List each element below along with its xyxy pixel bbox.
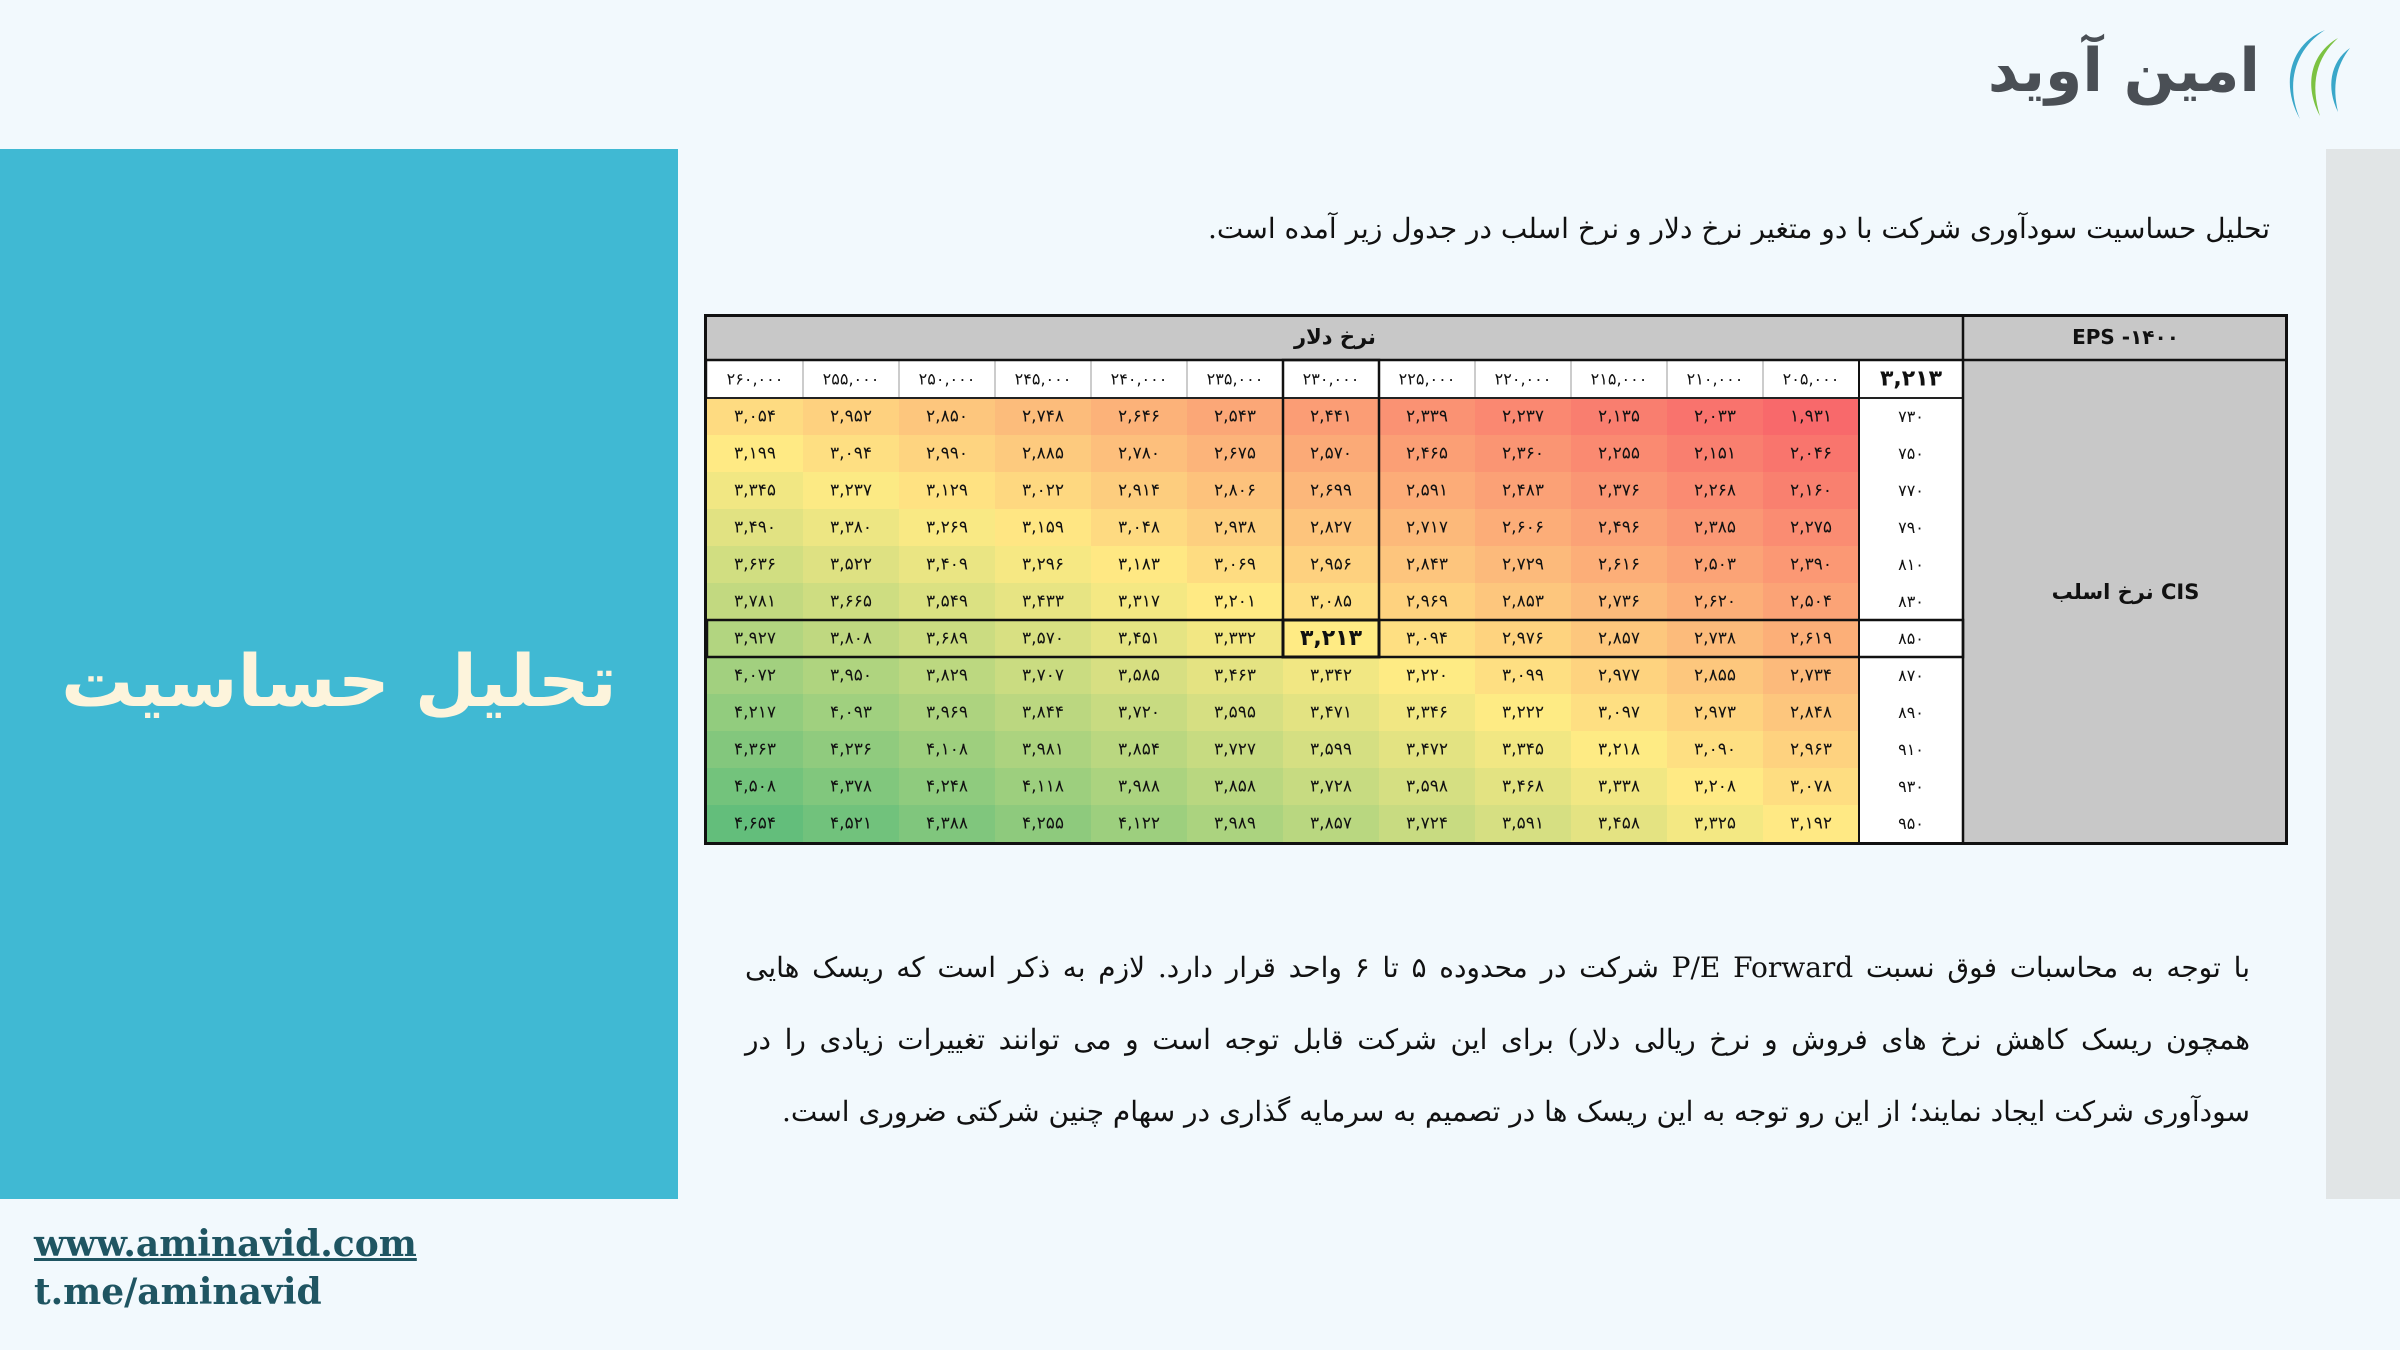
column-header: ۲۱۰,۰۰۰	[1686, 369, 1744, 389]
table-cell-value: ۳,۳۴۲	[1310, 665, 1352, 686]
table-cell-value: ۳,۳۴۵	[734, 480, 776, 501]
table-cell-value: ۴,۳۷۸	[830, 776, 872, 797]
footer-links	[34, 1220, 417, 1316]
table-cell-value: ۳,۸۴۴	[1022, 702, 1064, 723]
table-cell-value: ۲,۸۵۵	[1694, 665, 1736, 686]
table-cell-value: ۲,۸۸۵	[1022, 443, 1064, 464]
table-cell-value: ۳,۳۱۷	[1118, 591, 1160, 612]
table-cell-value: ۳,۴۹۰	[734, 517, 776, 538]
table-cell-value: ۲,۱۶۰	[1790, 480, 1832, 501]
table-cell-value: ۳,۵۲۲	[830, 554, 872, 575]
table-cell-value: ۳,۵۴۹	[926, 591, 968, 612]
table-cell-value: ۴,۲۴۸	[926, 776, 968, 797]
table-cell-value: ۳,۲۱۸	[1598, 739, 1640, 760]
table-cell-value: ۲,۹۳۸	[1214, 517, 1256, 538]
table-cell-value: ۳,۰۶۹	[1214, 554, 1256, 575]
row-header: ۷۷۰	[1898, 481, 1924, 500]
table-cell-value: ۲,۹۶۹	[1406, 591, 1448, 612]
table-cell-value: ۳,۲۱۳	[1299, 626, 1363, 651]
table-cell-value: ۲,۸۴۸	[1790, 702, 1832, 723]
row-variable-label: نرخ اسلب CIS	[2051, 580, 2200, 604]
table-cell-value: ۲,۷۳۴	[1790, 665, 1832, 686]
table-cell-value: ۳,۸۵۷	[1310, 813, 1352, 834]
table-cell-value: ۲,۴۶۵	[1406, 443, 1448, 464]
table-cell-value: ۳,۳۳۸	[1598, 776, 1640, 797]
table-cell-value: ۲,۶۴۶	[1118, 406, 1160, 427]
table-cell-value: ۲,۷۳۶	[1598, 591, 1640, 612]
table-cell-value: ۳,۷۲۷	[1214, 739, 1256, 760]
table-cell-value: ۳,۳۸۰	[830, 517, 872, 538]
table-cell-value: ۲,۶۹۹	[1310, 480, 1352, 501]
analysis-paragraph: با توجه به محاسبات فوق نسبت P/E Forward شرکت در محدوده ۵ تا ۶ واحد قرار دارد. لازم به ذکر است که ریسک هایی همچون ریسک کاهش نرخ های فروش و نرخ ریالی دلار) برای این شرکت قابل توجه است و می توانند تغییرات زیادی را در سودآوری شرکت ایجاد نمایند؛ از این رو توجه به این ریسک ها در تصمیم به سرمایه گذاری در سهام چنین شرکتی ضروری است.	[745, 951, 2250, 1128]
row-header: ۸۳۰	[1898, 592, 1924, 611]
table-cell-value: ۲,۷۱۷	[1406, 517, 1448, 538]
table-cell-value: ۲,۸۵۳	[1502, 591, 1544, 612]
table-cell-value: ۲,۵۰۴	[1790, 591, 1832, 612]
website-link[interactable]: www.aminavid.com	[34, 1223, 417, 1265]
table-cell-value: ۳,۷۰۷	[1022, 665, 1064, 686]
table-cell-value: ۳,۰۲۲	[1022, 480, 1064, 501]
table-cell-value: ۴,۰۷۲	[734, 665, 776, 686]
corner-eps-value: ۳,۲۱۳	[1879, 366, 1943, 392]
table-cell-value: ۲,۱۳۵	[1598, 406, 1640, 427]
table-cell-value: ۳,۰۹۴	[830, 443, 872, 464]
table-cell-value: ۲,۴۹۶	[1598, 517, 1640, 538]
table-cell-value: ۲,۶۱۶	[1598, 554, 1640, 575]
table-cell-value: ۳,۷۲۰	[1118, 702, 1160, 723]
table-cell-value: ۴,۲۵۵	[1022, 813, 1064, 834]
table-cell-value: ۲,۹۹۰	[926, 443, 968, 464]
column-header: ۲۲۰,۰۰۰	[1494, 369, 1552, 389]
column-variable-label: نرخ دلار	[1294, 325, 1376, 349]
table-cell-value: ۲,۵۰۳	[1694, 554, 1736, 575]
table-cell-value: ۳,۶۳۶	[734, 554, 776, 575]
table-cell-value: ۳,۸۵۴	[1118, 739, 1160, 760]
table-cell-value: ۳,۲۹۶	[1022, 554, 1064, 575]
column-header: ۲۶۰,۰۰۰	[726, 369, 784, 389]
table-cell-value: ۲,۹۱۴	[1118, 480, 1160, 501]
table-cell-value: ۳,۷۲۸	[1310, 776, 1352, 797]
table-cell-value: ۳,۹۸۸	[1118, 776, 1160, 797]
table-cell-value: ۳,۸۵۸	[1214, 776, 1256, 797]
table-cell-value: ۲,۷۴۸	[1022, 406, 1064, 427]
table-cell-value: ۴,۳۸۸	[926, 813, 968, 834]
table-cell-value: ۳,۹۲۷	[734, 628, 776, 649]
table-cell-value: ۳,۰۵۴	[734, 406, 776, 427]
table-cell-value: ۳,۹۶۹	[926, 702, 968, 723]
table-cell-value: ۳,۸۰۸	[830, 628, 872, 649]
table-cell-value: ۲,۷۲۹	[1502, 554, 1544, 575]
table-cell-value: ۲,۲۳۷	[1502, 406, 1544, 427]
table-cell-value: ۳,۳۴۵	[1502, 739, 1544, 760]
table-cell-value: ۲,۶۲۰	[1694, 591, 1736, 612]
table-cell-value: ۳,۰۷۸	[1790, 776, 1832, 797]
column-header: ۲۱۵,۰۰۰	[1590, 369, 1648, 389]
table-cell-value: ۳,۳۴۶	[1406, 702, 1448, 723]
table-cell-value: ۳,۴۳۳	[1022, 591, 1064, 612]
eps-label: EPS -۱۴۰۰	[2072, 325, 2179, 349]
table-cell-value: ۳,۱۹۲	[1790, 813, 1832, 834]
table-cell-value: ۴,۲۱۷	[734, 702, 776, 723]
table-cell-value: ۱,۹۳۱	[1790, 406, 1832, 427]
table-cell-value: ۲,۰۴۶	[1790, 443, 1832, 464]
table-cell-value: ۳,۶۶۵	[830, 591, 872, 612]
table-cell-value: ۲,۵۹۱	[1406, 480, 1448, 501]
table-cell-value: ۳,۵۹۸	[1406, 776, 1448, 797]
brand-name: امین آوید	[1987, 36, 2260, 106]
table-cell-value: ۴,۰۹۳	[830, 702, 872, 723]
table-cell-value: ۳,۴۵۱	[1118, 628, 1160, 649]
sensitivity-table	[704, 314, 2288, 845]
table-cell-value: ۳,۶۸۹	[926, 628, 968, 649]
table-cell-value: ۳,۸۲۹	[926, 665, 968, 686]
table-cell-value: ۲,۸۵۰	[926, 406, 968, 427]
table-cell-value: ۳,۳۳۲	[1214, 628, 1256, 649]
row-header: ۸۷۰	[1898, 666, 1924, 685]
table-cell-value: ۳,۲۶۹	[926, 517, 968, 538]
table-cell-value: ۳,۵۹۵	[1214, 702, 1256, 723]
intro-text: تحلیل حساسیت سودآوری شرکت با دو متغیر نرخ دلار و نرخ اسلب در جدول زیر آمده است.	[1208, 212, 2270, 245]
table-cell-value: ۳,۱۸۳	[1118, 554, 1160, 575]
table-cell-value: ۲,۳۳۹	[1406, 406, 1448, 427]
table-cell-value: ۴,۶۵۴	[734, 813, 776, 834]
table-cell-value: ۳,۹۸۱	[1022, 739, 1064, 760]
table-cell-value: ۲,۴۴۱	[1310, 406, 1352, 427]
table-cell-value: ۳,۱۲۹	[926, 480, 968, 501]
left-panel	[0, 149, 678, 1199]
table-cell-value: ۲,۹۵۲	[830, 406, 872, 427]
table-cell-value: ۴,۵۲۱	[830, 813, 872, 834]
table-cell-value: ۲,۳۹۰	[1790, 554, 1832, 575]
table-cell-value: ۴,۳۶۳	[734, 739, 776, 760]
column-header: ۲۰۵,۰۰۰	[1782, 369, 1840, 389]
table-cell-value: ۳,۹۸۹	[1214, 813, 1256, 834]
table-cell-value: ۲,۶۱۹	[1790, 628, 1832, 649]
table-cell-value: ۳,۹۵۰	[830, 665, 872, 686]
row-header: ۷۳۰	[1898, 407, 1924, 426]
table-cell-value: ۳,۷۲۴	[1406, 813, 1448, 834]
table-cell-value: ۲,۷۳۸	[1694, 628, 1736, 649]
table-cell-value: ۲,۹۵۶	[1310, 554, 1352, 575]
column-header: ۲۵۵,۰۰۰	[822, 369, 880, 389]
column-header: ۲۳۰,۰۰۰	[1302, 369, 1360, 389]
table-cell-value: ۳,۲۲۰	[1406, 665, 1448, 686]
table-cell-value: ۲,۵۷۰	[1310, 443, 1352, 464]
row-header: ۹۱۰	[1898, 740, 1924, 759]
row-header: ۸۹۰	[1898, 703, 1924, 722]
brand-mark-icon	[2270, 24, 2360, 124]
table-cell-value: ۳,۵۸۵	[1118, 665, 1160, 686]
column-header: ۲۴۵,۰۰۰	[1014, 369, 1072, 389]
table-cell-value: ۲,۱۵۱	[1694, 443, 1736, 464]
table-cell-value: ۳,۵۷۰	[1022, 628, 1064, 649]
row-header: ۹۵۰	[1898, 814, 1924, 833]
table-cell-value: ۳,۷۸۱	[734, 591, 776, 612]
table-cell-value: ۲,۸۲۷	[1310, 517, 1352, 538]
table-cell-value: ۳,۴۰۹	[926, 554, 968, 575]
row-header: ۸۵۰	[1898, 629, 1924, 648]
column-header: ۲۲۵,۰۰۰	[1398, 369, 1456, 389]
row-header: ۷۹۰	[1898, 518, 1924, 537]
table-cell-value: ۲,۴۸۳	[1502, 480, 1544, 501]
table-cell-value: ۲,۰۳۳	[1694, 406, 1736, 427]
table-cell-value: ۳,۲۳۷	[830, 480, 872, 501]
table-cell-value: ۲,۳۶۰	[1502, 443, 1544, 464]
slide-title: تحلیل حساسیت	[61, 639, 617, 723]
table-cell-value: ۳,۰۹۴	[1406, 628, 1448, 649]
table-cell-value: ۳,۰۸۵	[1310, 591, 1352, 612]
column-header: ۲۴۰,۰۰۰	[1110, 369, 1168, 389]
table-cell-value: ۲,۵۴۳	[1214, 406, 1256, 427]
table-cell-value: ۳,۴۵۸	[1598, 813, 1640, 834]
table-cell-value: ۲,۶۷۵	[1214, 443, 1256, 464]
table-cell-value: ۲,۷۸۰	[1118, 443, 1160, 464]
table-cell-value: ۳,۵۹۱	[1502, 813, 1544, 834]
table-cell-value: ۳,۳۲۵	[1694, 813, 1736, 834]
table-cell-value: ۳,۱۹۹	[734, 443, 776, 464]
table-cell-value: ۴,۱۲۲	[1118, 813, 1160, 834]
row-header: ۸۱۰	[1898, 555, 1924, 574]
table-cell-value: ۲,۳۷۶	[1598, 480, 1640, 501]
table-cell-value: ۲,۹۷۳	[1694, 702, 1736, 723]
table-cell-value: ۲,۸۴۳	[1406, 554, 1448, 575]
table-cell-value: ۳,۰۹۹	[1502, 665, 1544, 686]
table-cell-value: ۲,۹۶۳	[1790, 739, 1832, 760]
table-cell-value: ۳,۱۵۹	[1022, 517, 1064, 538]
table-cell-value: ۴,۱۰۸	[926, 739, 968, 760]
table-cell-value: ۳,۵۹۹	[1310, 739, 1352, 760]
table-cell-value: ۳,۴۶۳	[1214, 665, 1256, 686]
table-cell-value: ۳,۰۹۰	[1694, 739, 1736, 760]
table-cell-value: ۲,۲۵۵	[1598, 443, 1640, 464]
table-cell-value: ۲,۸۰۶	[1214, 480, 1256, 501]
table-cell-value: ۳,۴۶۸	[1502, 776, 1544, 797]
table-cell-value: ۲,۲۷۵	[1790, 517, 1832, 538]
table-cell-value: ۲,۳۸۵	[1694, 517, 1736, 538]
column-header: ۲۵۰,۰۰۰	[918, 369, 976, 389]
telegram-link[interactable]: t.me/aminavid	[34, 1271, 322, 1313]
right-strip	[2326, 149, 2400, 1199]
table-cell-value: ۳,۴۷۲	[1406, 739, 1448, 760]
table-cell-value: ۳,۴۷۱	[1310, 702, 1352, 723]
table-cell-value: ۳,۰۴۸	[1118, 517, 1160, 538]
header-band	[705, 315, 2287, 360]
table-cell-value: ۳,۲۲۲	[1502, 702, 1544, 723]
table-cell-value: ۴,۵۰۸	[734, 776, 776, 797]
table-cell-value: ۲,۹۷۷	[1598, 665, 1640, 686]
brand-logo	[1980, 18, 2360, 128]
row-header: ۹۳۰	[1898, 777, 1924, 796]
table-cell-value: ۳,۲۰۱	[1214, 591, 1256, 612]
table-cell-value: ۲,۲۶۸	[1694, 480, 1736, 501]
table-cell-value: ۳,۰۹۷	[1598, 702, 1640, 723]
table-cell-value: ۳,۲۰۸	[1694, 776, 1736, 797]
column-header: ۲۳۵,۰۰۰	[1206, 369, 1264, 389]
table-cell-value: ۲,۹۷۶	[1502, 628, 1544, 649]
table-cell-value: ۴,۲۳۶	[830, 739, 872, 760]
table-cell-value: ۲,۸۵۷	[1598, 628, 1640, 649]
table-cell-value: ۲,۶۰۶	[1502, 517, 1544, 538]
table-cell-value: ۴,۱۱۸	[1022, 776, 1064, 797]
row-header: ۷۵۰	[1898, 444, 1924, 463]
